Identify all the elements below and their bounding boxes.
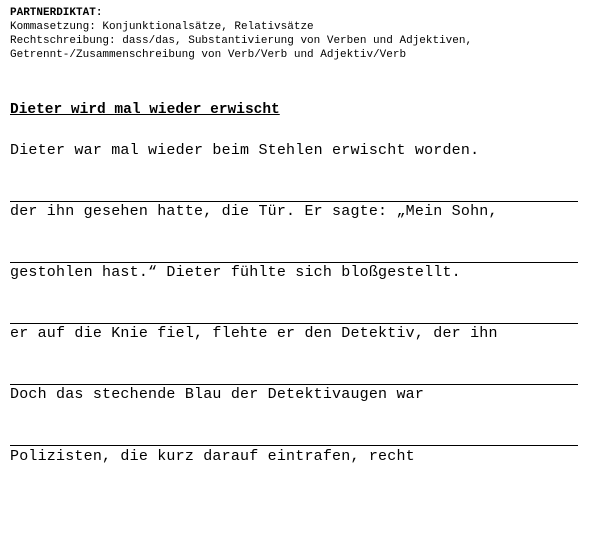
topic-line-spelling: Rechtschreibung: dass/das, Substantivierung von Verben und Adjektiven, xyxy=(10,35,473,47)
sentence-row xyxy=(10,263,578,283)
sentence-text: gestohlen hast.“ Dieter fühlte sich bloßgestellt. xyxy=(10,264,461,281)
sentence-row xyxy=(10,141,578,161)
writing-line xyxy=(10,445,578,446)
sentence-text: Dieter war mal wieder beim Stehlen erwischt worden. xyxy=(10,142,480,159)
sentence-text: der ihn gesehen hatte, die Tür. Er sagte: „Mein Sohn, xyxy=(10,203,498,220)
worksheet-header xyxy=(10,6,472,62)
sentence-row xyxy=(10,447,578,467)
sentence-row xyxy=(10,324,578,344)
sentence-text: er auf die Knie fiel, flehte er den Detektiv, der ihn xyxy=(10,325,498,342)
sentence-text: Polizisten, die kurz darauf eintrafen, recht xyxy=(10,448,415,465)
dictation-title: Dieter wird mal wieder erwischt xyxy=(10,102,280,118)
sentence-row xyxy=(10,202,578,222)
sentence-text: Doch das stechende Blau der Detektivaugen war xyxy=(10,386,425,403)
sentence-row xyxy=(10,385,578,405)
topic-line-separate-writing: Getrennt-/Zusammenschreibung von Verb/Verb und Adjektiv/Verb xyxy=(10,49,407,61)
topic-line-comma: Kommasetzung: Konjunktionalsätze, Relativsätze xyxy=(10,21,314,33)
worksheet-label: PARTNERDIKTAT: xyxy=(10,7,103,19)
